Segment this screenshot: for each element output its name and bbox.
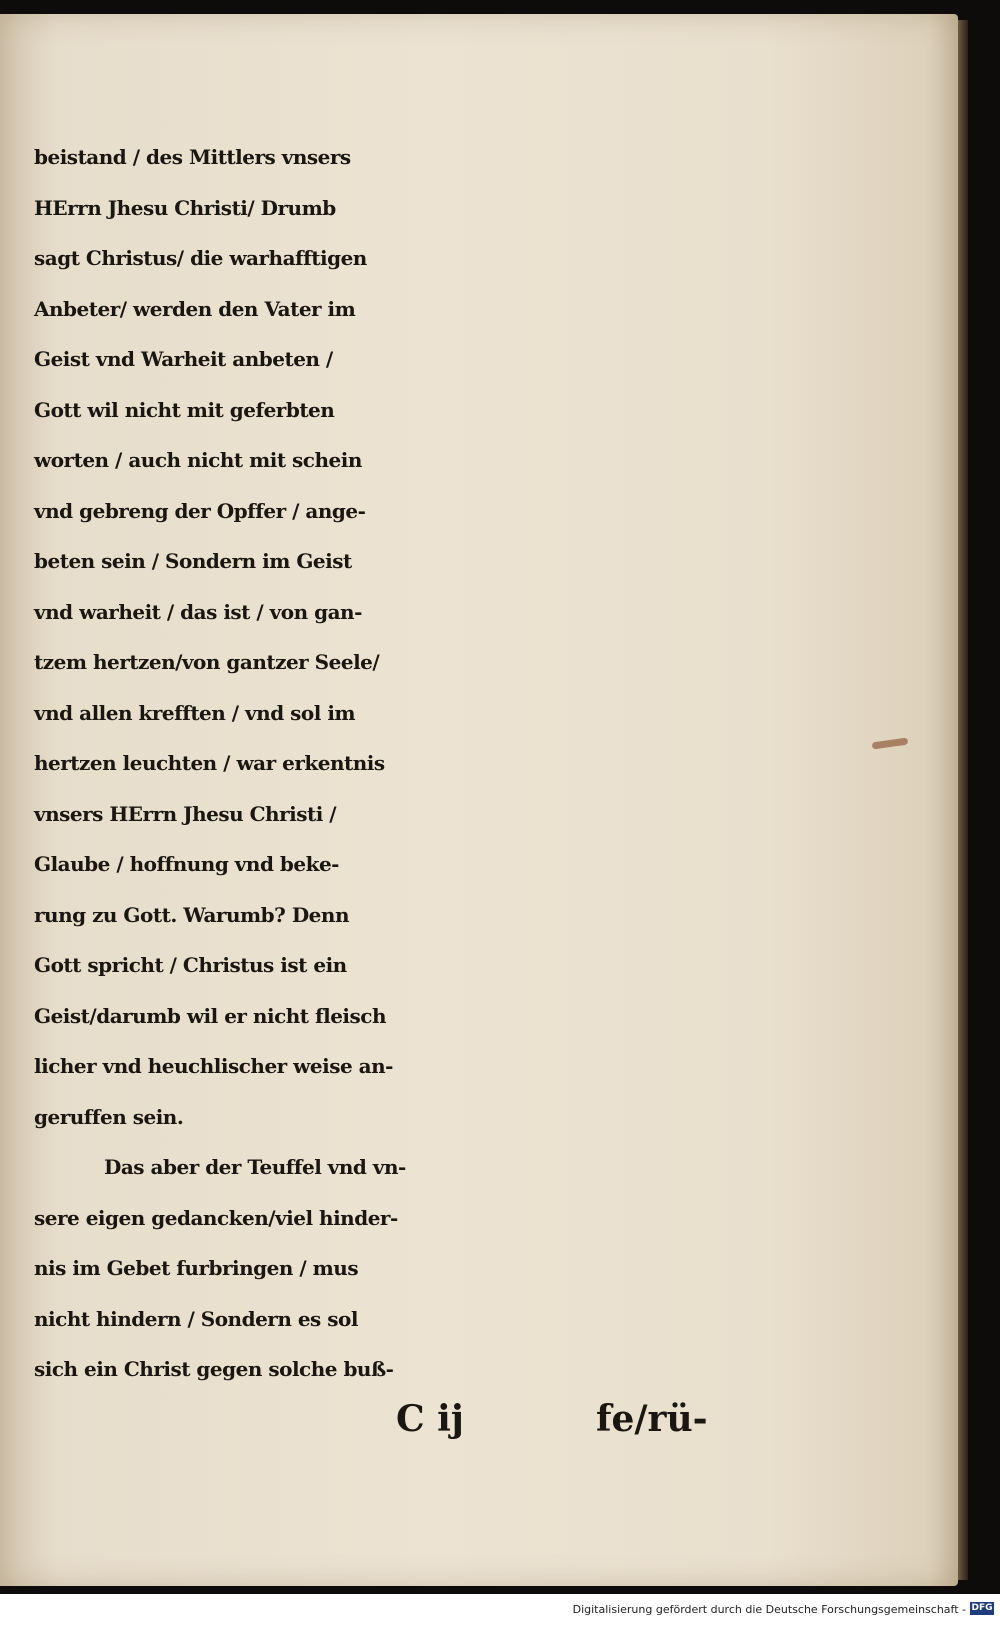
catchword: fe/rü- — [596, 1398, 708, 1440]
book-page — [0, 14, 958, 1586]
text-line: vnsers HErrn Jhesu Christi / — [34, 801, 337, 826]
text-line: beistand / des Mittlers vnsers — [34, 145, 351, 169]
text-line: worten / auch nicht mit schein — [34, 448, 362, 472]
text-line: tzem hertzen/von gantzer Seele/ — [34, 650, 380, 674]
text-line: sich ein Christ gegen solche buß- — [34, 1357, 394, 1381]
signature-mark: C ij — [396, 1398, 464, 1440]
text-line: nicht hindern / Sondern es sol — [34, 1306, 358, 1331]
text-line: vnd allen krefften / vnd sol im — [34, 700, 356, 725]
text-line: hertzen leuchten / war erkentnis — [34, 751, 385, 775]
text-line: sagt Christus/ die warhafftigen — [34, 246, 367, 270]
footer-bar — [0, 1594, 1000, 1625]
text-line: vnd warheit / das ist / von gan- — [34, 599, 362, 624]
paragraph-start-line: Das aber der Teuffel vnd vn- — [104, 1155, 406, 1179]
main-text — [34, 132, 734, 1395]
text-line: Anbeter/ werden den Vater im — [34, 296, 356, 321]
text-line: vnd gebreng der Opffer / ange- — [34, 498, 366, 523]
text-line: nis im Gebet furbringen / mus — [34, 1256, 359, 1280]
text-line: Geist vnd Warheit anbeten / — [34, 347, 333, 371]
text-line: rung zu Gott. Warumb? Denn — [34, 902, 349, 927]
catch-line — [0, 1398, 760, 1448]
text-line: Gott wil nicht mit geferbten — [34, 397, 335, 422]
page-edge-shadow — [958, 20, 968, 1580]
text-line: beten sein / Sondern im Geist — [34, 549, 352, 573]
text-line: licher vnd heuchlischer weise an- — [34, 1054, 393, 1078]
text-line: geruffen sein. — [34, 1104, 184, 1129]
funding-credit: Digitalisierung gefördert durch die Deutsche Forschungsgemeinschaft - — [572, 1603, 966, 1616]
text-line: HErrn Jhesu Christi/ Drumb — [34, 195, 336, 220]
text-line: sere eigen gedancken/viel hinder- — [34, 1205, 398, 1230]
text-line: Glaube / hoffnung vnd beke- — [34, 852, 339, 876]
dfg-logo-icon: DFG — [971, 1603, 993, 1613]
text-line: Geist/darumb wil er nicht fleisch — [34, 1003, 386, 1028]
text-line: Gott spricht / Christus ist ein — [34, 953, 347, 977]
